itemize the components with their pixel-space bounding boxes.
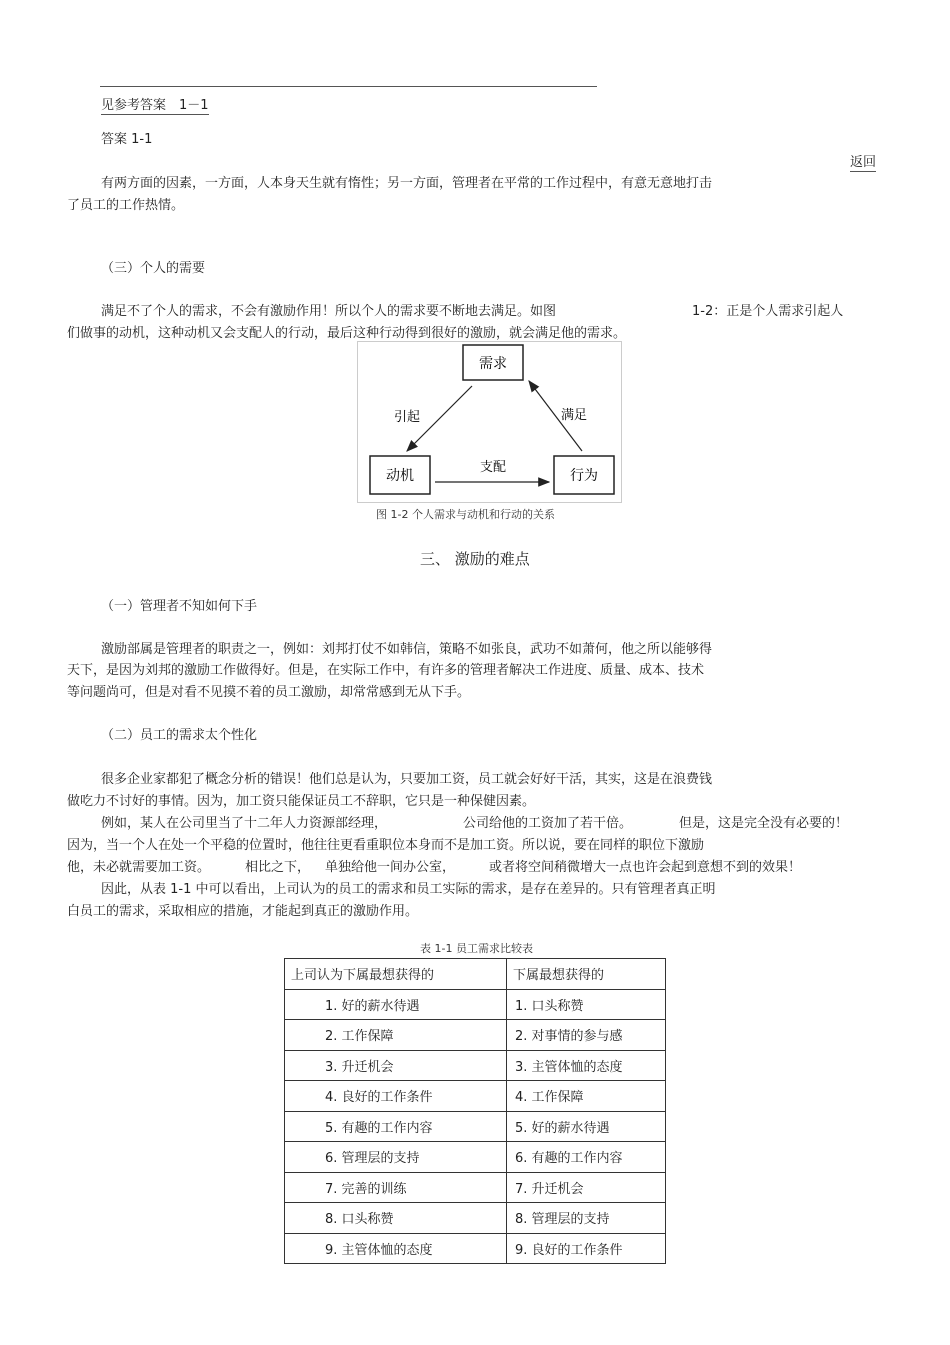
table-cell: 6. 管理层的支持	[285, 1142, 507, 1173]
table-row	[285, 1020, 666, 1051]
subsection-title-managers: （一）管理者不知如何下手	[101, 599, 258, 614]
para2-line2: 们做事的动机，这种动机又会支配人的行动，最后这种行动得到很好的激励，就会满足他的需求。	[67, 326, 627, 341]
para4-line2: 做吃力不讨好的事情。因为，加工资只能保证员工不辞职，它只是一种保健因素。	[67, 794, 536, 809]
table-cell: 7. 完善的训练	[285, 1172, 507, 1203]
table-header-row	[285, 959, 666, 990]
table-cell: 4. 工作保障	[507, 1081, 666, 1112]
edge-cause-label: 引起	[394, 410, 421, 425]
para2-line1a: 满足不了个人的需求，不会有激励作用！所以个人的需求要不断地去满足。如图	[101, 304, 557, 319]
table-cell: 7. 升迁机会	[507, 1172, 666, 1203]
table-header-cell: 上司认为下属最想获得的	[285, 959, 507, 990]
table-cell: 2. 工作保障	[285, 1020, 507, 1051]
table-row	[285, 1050, 666, 1081]
figure-caption: 图 1-2 个人需求与动机和行动的关系	[376, 508, 555, 521]
table-cell: 3. 升迁机会	[285, 1050, 507, 1081]
para3-line2: 天下，是因为刘邦的激励工作做得好。但是，在实际工作中，有许多的管理者解决工作进度、质量、成本、技术	[67, 663, 705, 678]
para1-line2: 了员工的工作热情。	[67, 198, 185, 213]
table-cell: 5. 有趣的工作内容	[285, 1111, 507, 1142]
table-cell: 6. 有趣的工作内容	[507, 1142, 666, 1173]
para4-line5b: 相比之下，	[245, 860, 311, 875]
table-header-cell: 下属最想获得的	[507, 959, 666, 990]
table-cell: 8. 管理层的支持	[507, 1203, 666, 1234]
table-caption: 表 1-1 员工需求比较表	[420, 942, 533, 955]
edge-dominate-label: 支配	[479, 460, 507, 475]
para1-line1: 有两方面的因素，一方面，人本身天生就有惰性；另一方面，管理者在平常的工作过程中，有意无意地打击	[101, 176, 713, 191]
table-row	[285, 1111, 666, 1142]
para4-line3c: 但是，这是完全没有必要的！	[679, 816, 849, 831]
needs-motive-action-diagram	[357, 341, 623, 504]
para4-line3a: 例如，某人在公司里当了十二年人力资源部经理，	[101, 816, 388, 831]
back-link[interactable]: 返回	[850, 151, 876, 172]
para4-line5a: 他，未必就需要加工资。	[67, 860, 211, 875]
table-row	[285, 1081, 666, 1112]
para4-line4: 因为，当一个人在处一个平稳的位置时，他往往更看重职位本身而不是加工资。所以说，要在同样的职位下激励	[67, 838, 705, 853]
reference-answer-link[interactable]: 见参考答案 1－1	[101, 94, 209, 115]
para4-line7: 白员工的需求，采取相应的措施，才能起到真正的激励作用。	[67, 904, 419, 919]
table-cell: 8. 口头称赞	[285, 1203, 507, 1234]
needs-comparison-table	[284, 958, 666, 1264]
chapter-title: 三、 激励的难点	[420, 550, 530, 568]
para4-line5c: 单独给他一间办公室，	[325, 860, 456, 875]
section-title-personal-needs: （三）个人的需要	[101, 261, 206, 276]
para4-line6: 因此，从表 1-1 中可以看出，上司认为的员工的需求和员工实际的需求，是存在差异的。只有管理者真正明	[101, 882, 716, 897]
table-cell: 1. 口头称赞	[507, 989, 666, 1020]
table-cell: 1. 好的薪水待遇	[285, 989, 507, 1020]
node-need-label: 需求	[479, 356, 507, 372]
subsection-title-individual-needs: （二）员工的需求太个性化	[101, 728, 258, 743]
para4-line5d: 或者将空间稍微增大一点也许会起到意想不到的效果！	[489, 860, 802, 875]
para3-line3: 等问题尚可，但是对看不见摸不着的员工激励，却常常感到无从下手。	[67, 685, 471, 700]
edge-satisfy-label: 满足	[561, 408, 588, 423]
table-row	[285, 1203, 666, 1234]
table-cell: 9. 主管体恤的态度	[285, 1233, 507, 1264]
table-row	[285, 989, 666, 1020]
para4-line1: 很多企业家都犯了概念分析的错误！他们总是认为，只要加工资，员工就会好好干活，其实，这是在浪费钱	[101, 772, 713, 787]
table-cell: 5. 好的薪水待遇	[507, 1111, 666, 1142]
table-cell: 2. 对事情的参与感	[507, 1020, 666, 1051]
para2-line1b: 1-2：正是个人需求引起人	[692, 304, 844, 319]
table-row	[285, 1233, 666, 1264]
table-cell: 3. 主管体恤的态度	[507, 1050, 666, 1081]
node-action-label: 行为	[570, 468, 598, 484]
table-cell: 9. 良好的工作条件	[507, 1233, 666, 1264]
table-row	[285, 1172, 666, 1203]
answer-label: 答案 1-1	[101, 132, 153, 147]
table-row	[285, 1142, 666, 1173]
table-cell: 4. 良好的工作条件	[285, 1081, 507, 1112]
top-rule	[100, 86, 597, 87]
para3-line1: 激励部属是管理者的职责之一，例如：刘邦打仗不如韩信，策略不如张良，武功不如萧何，他之所以能够得	[101, 642, 713, 657]
node-motive-label: 动机	[386, 468, 414, 484]
para4-line3b: 公司给他的工资加了若干倍。	[463, 816, 633, 831]
